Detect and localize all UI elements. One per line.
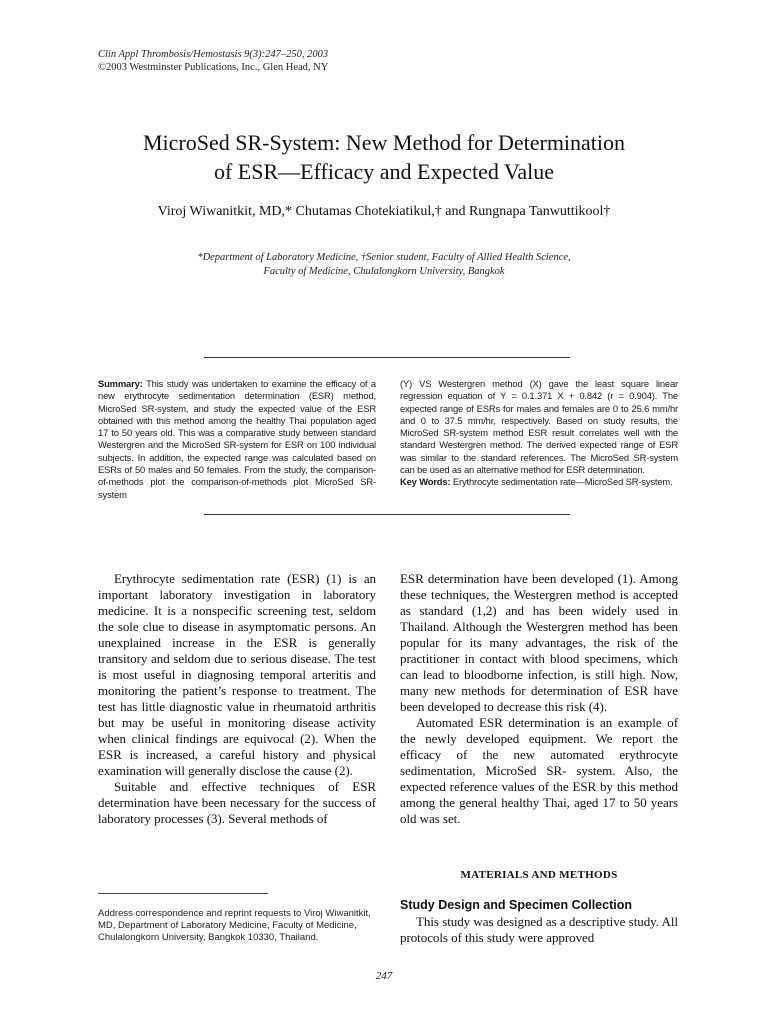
page-number: 247	[375, 970, 393, 982]
author-list: Viroj Wiwanitkit, MD,* Chutamas Chotekiatikul,† and Rungnapa Tanwuttikool†	[157, 204, 611, 219]
subsection-heading: Study Design and Specimen Collection	[400, 898, 632, 912]
article-title-line-1: MicroSed SR-System: New Method for Determination	[142, 130, 626, 155]
body-paragraph: This study was designed as a descriptive study. All protocols of this study were approved	[400, 914, 678, 945]
abstract-right-column	[400, 378, 678, 489]
body-paragraph: Suitable and effective techniques of ESR determination have been necessary for the success of laboratory processes (3). Several methods of	[98, 779, 376, 826]
journal-copyright: ©2003 Westminster Publications, Inc., Glen Head, NY	[98, 62, 329, 73]
body-right-column	[400, 571, 678, 827]
summary-text-left: This study was undertaken to examine the efficacy of a new erythrocyte sedimentation determination (ESR) method, MicroSed SR-system, and study the expected value of the ESR obtained with this method among the healthy Thai population aged 17 to 50 years old. This was a comparative study between standard Westergren and the MicroSed SR-system for ESR on 100 individual subjects. In addition, the expected range was calculated based on ESRs of 50 males and 50 females. From the study, the comparison-of-methods plot the comparison-of-methods plot MicroSed SR-system	[98, 378, 376, 500]
affiliation	[84, 251, 684, 279]
keywords-text: Erythrocyte sedimentation rate—MicroSed SR-system.	[452, 476, 673, 488]
correspondence-footnote	[98, 908, 376, 944]
footnote-rule	[98, 893, 268, 894]
article-title-line-2: of ESR—Efficacy and Expected Value	[213, 159, 555, 184]
section-heading: MATERIALS AND METHODS	[460, 869, 618, 881]
abstract-left-column	[98, 378, 376, 501]
body-paragraph: Erythrocyte sedimentation rate (ESR) (1) is an important laboratory investigation in laboratory medicine. It is a nonspecific screening test, seldom the sole clue to disease in asymptomatic persons. An unexplained increase in the ESR is generally transitory and seldom due to serious disease. The test is most useful in diagnosing temporal arteritis and monitoring the patient’s response to treatment. The test has little diagnostic value in rheumatoid arthritis but may be useful in monitoring disease activity when clinical findings are equivocal (2). When the ESR is increased, a careful history and physical examination will generally disclose the cause (2).	[98, 571, 376, 778]
journal-citation: Clin Appl Thrombosis/Hemostasis 9(3):247–250, 2003	[98, 49, 329, 60]
article-title	[84, 128, 684, 186]
body-paragraph: Automated ESR determination is an example of the newly developed equipment. We report the efficacy of the new automated erythrocyte sedimentation, MicroSed SR- system. Also, the expected reference values of the ESR by this method among the general healthy Thai, aged 17 to 50 years old was set.	[400, 715, 678, 826]
keywords-label: Key Words:	[400, 476, 451, 488]
body-left-column	[98, 571, 376, 827]
summary-text-right: (Y) VS Westergren method (X) gave the least square linear regression equation of Y = 0.1.371 X + 0.842 (r = 0.904). The expected range of ESRs for males and females are 0 to 25.6 mm/hr and 0 to 37.5 mm/hr, respectively. Based on study results, the MicroSed SR-system method ESR result correlates well with the standard Westergren method. The derived expected range of ESR was similar to the standard references. The MicroSed SR-system can be used as an alternative method for ESR determination.	[400, 378, 678, 476]
footnote-line-1: Address correspondence and reprint requests to Viroj Wiwanitkit,	[98, 908, 371, 919]
abstract-top-rule	[204, 357, 570, 358]
journal-header	[98, 48, 328, 74]
affiliation-line-2: Faculty of Medicine, Chulalongkorn University, Bangkok	[263, 266, 505, 277]
affiliation-line-1: *Department of Laboratory Medicine, †Senior student, Faculty of Allied Health Science,	[197, 252, 571, 263]
summary-label: Summary:	[98, 378, 143, 389]
footnote-line-3: Chulalongkorn University, Bangkok 10330, Thailand.	[98, 932, 319, 943]
body-paragraph: ESR determination have been developed (1). Among these techniques, the Westergren method is accepted as standard (1,2) and has been widely used in Thailand. Although the Westergren method has been popular for its many advantages, the risk of the practitioner in contact with blood specimens, which can lead to bloodborne infection, is still high. Now, many new methods for determination of ESR have been developed to decrease this risk (4).	[400, 571, 678, 714]
abstract-bottom-rule	[204, 514, 570, 515]
body-right-continuation	[400, 914, 678, 946]
footnote-line-2: MD, Department of Laboratory Medicine, Faculty of Medicine,	[98, 920, 357, 931]
